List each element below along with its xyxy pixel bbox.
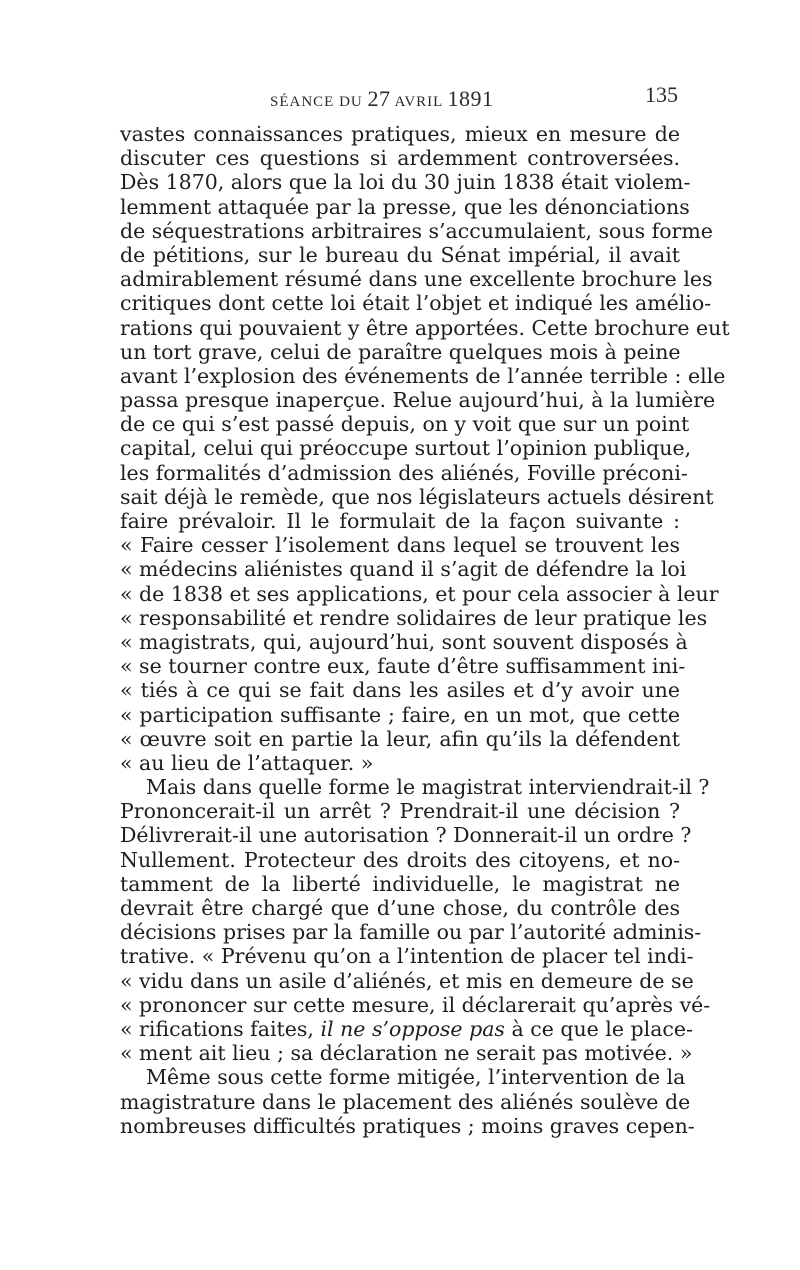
text-line: rations qui pouvaient y être apportées. Cette brochure eut: [120, 315, 730, 340]
text-line: décisions prises par la famille ou par l’autorité adminis-: [120, 920, 702, 945]
text-line: Mais dans quelle forme le magistrat interviendrait-il ?: [146, 775, 710, 800]
quote-line: « tiés à ce qui se fait dans les asiles et d’y avoir une: [120, 678, 680, 703]
quote-line: « se tourner contre eux, faute d’être suffisamment ini-: [120, 654, 686, 679]
text-line: tamment de la liberté individuelle, le magistrat ne: [120, 871, 680, 896]
text-line: vastes connaissances pratiques, mieux en mesure de: [120, 122, 680, 146]
text-line: devrait être chargé que d’une chose, du contrôle des: [120, 896, 680, 920]
text-line: Délivrerait-il une autorisation ? Donnerait-il un ordre ?: [120, 823, 692, 848]
text-line: passa presque inaperçue. Relue aujourd’hui, à la lumière: [120, 388, 716, 413]
quote-line: « rifications faites, il ne s’oppose pas à ce que le place-: [120, 1016, 693, 1041]
text-line: critiques dont cette loi était l’objet et indiqué les amélio-: [120, 291, 712, 316]
text-line: de ce qui s’est passé depuis, on y voit que sur un point: [120, 412, 690, 437]
running-head-month: AVRIL: [390, 94, 448, 110]
running-head-year: 1891: [447, 86, 494, 111]
text-line: les formalités d’admission des aliénés, Foville préconi-: [120, 460, 688, 485]
running-head-prefix: SÉANCE DU: [270, 94, 368, 110]
quote-line: « ment ait lieu ; sa déclaration ne serait pas motivée. »: [120, 1041, 693, 1066]
page-header: [118, 82, 678, 118]
text-line: Nullement. Protecteur des droits des citoyens, et no-: [120, 847, 680, 872]
text-line: trative. « Prévenu qu’on a l’intention de placer tel indi-: [120, 944, 694, 969]
quote-line: « de 1838 et ses applications, et pour cela associer à leur: [120, 581, 719, 606]
running-head: [270, 86, 494, 112]
quote-line: « vidu dans un asile d’aliénés, et mis en demeure de se: [120, 968, 694, 993]
quote-line: « Faire cesser l’isolement dans lequel se trouvent les: [120, 533, 680, 558]
quote-line: « magistrats, qui, aujourd’hui, sont souvent disposés à: [120, 629, 688, 654]
running-head-day: 27: [367, 86, 391, 111]
page-number: 135: [645, 82, 678, 107]
body-text: [120, 122, 730, 1138]
text-line: magistrature dans le placement des aliénés soulève de: [120, 1089, 691, 1114]
emphasis: il ne s’oppose pas: [320, 1016, 505, 1041]
text-line: de séquestrations arbitraires s’accumulaient, sous forme: [120, 218, 713, 243]
text-line: discuter ces questions si ardemment controversées.: [120, 146, 680, 171]
text-line: sait déjà le remède, que nos législateurs actuels désirent: [120, 484, 714, 509]
quote-line: « au lieu de l’attaquer. »: [120, 750, 374, 775]
quote-line: « responsabilité et rendre solidaires de leur pratique les: [120, 605, 708, 630]
quote-line: « médecins aliénistes quand il s’agit de défendre la loi: [120, 557, 687, 582]
text-line: de pétitions, sur le bureau du Sénat impérial, il avait: [120, 242, 680, 267]
text-line: nombreuses difficultés pratiques ; moins graves cepen-: [120, 1113, 695, 1138]
text-line: faire prévaloir. Il le formulait de la façon suivante :: [120, 509, 680, 533]
text-line: un tort grave, celui de paraître quelques mois à peine: [120, 339, 681, 364]
quote-line: « prononcer sur cette mesure, il déclarerait qu’après vé-: [120, 992, 711, 1017]
text-line: lemment attaquée par la presse, que les dénonciations: [120, 194, 690, 219]
quote-line: « participation suffisante ; faire, en un mot, que cette: [120, 702, 680, 727]
quote-line: « œuvre soit en partie la leur, afin qu’ils la défendent: [120, 726, 680, 751]
text-line: admirablement résumé dans une excellente brochure les: [120, 267, 713, 292]
text-line: capital, celui qui préoccupe surtout l’opinion publique,: [120, 436, 692, 461]
text-line: avant l’explosion des événements de l’année terrible : elle: [120, 363, 726, 388]
text-line: Prononcerait-il un arrêt ? Prendrait-il une décision ?: [120, 799, 680, 824]
text-line: Même sous cette forme mitigée, l’intervention de la: [146, 1065, 686, 1090]
text-line: Dès 1870, alors que la loi du 30 juin 1838 était violem-: [120, 170, 691, 195]
